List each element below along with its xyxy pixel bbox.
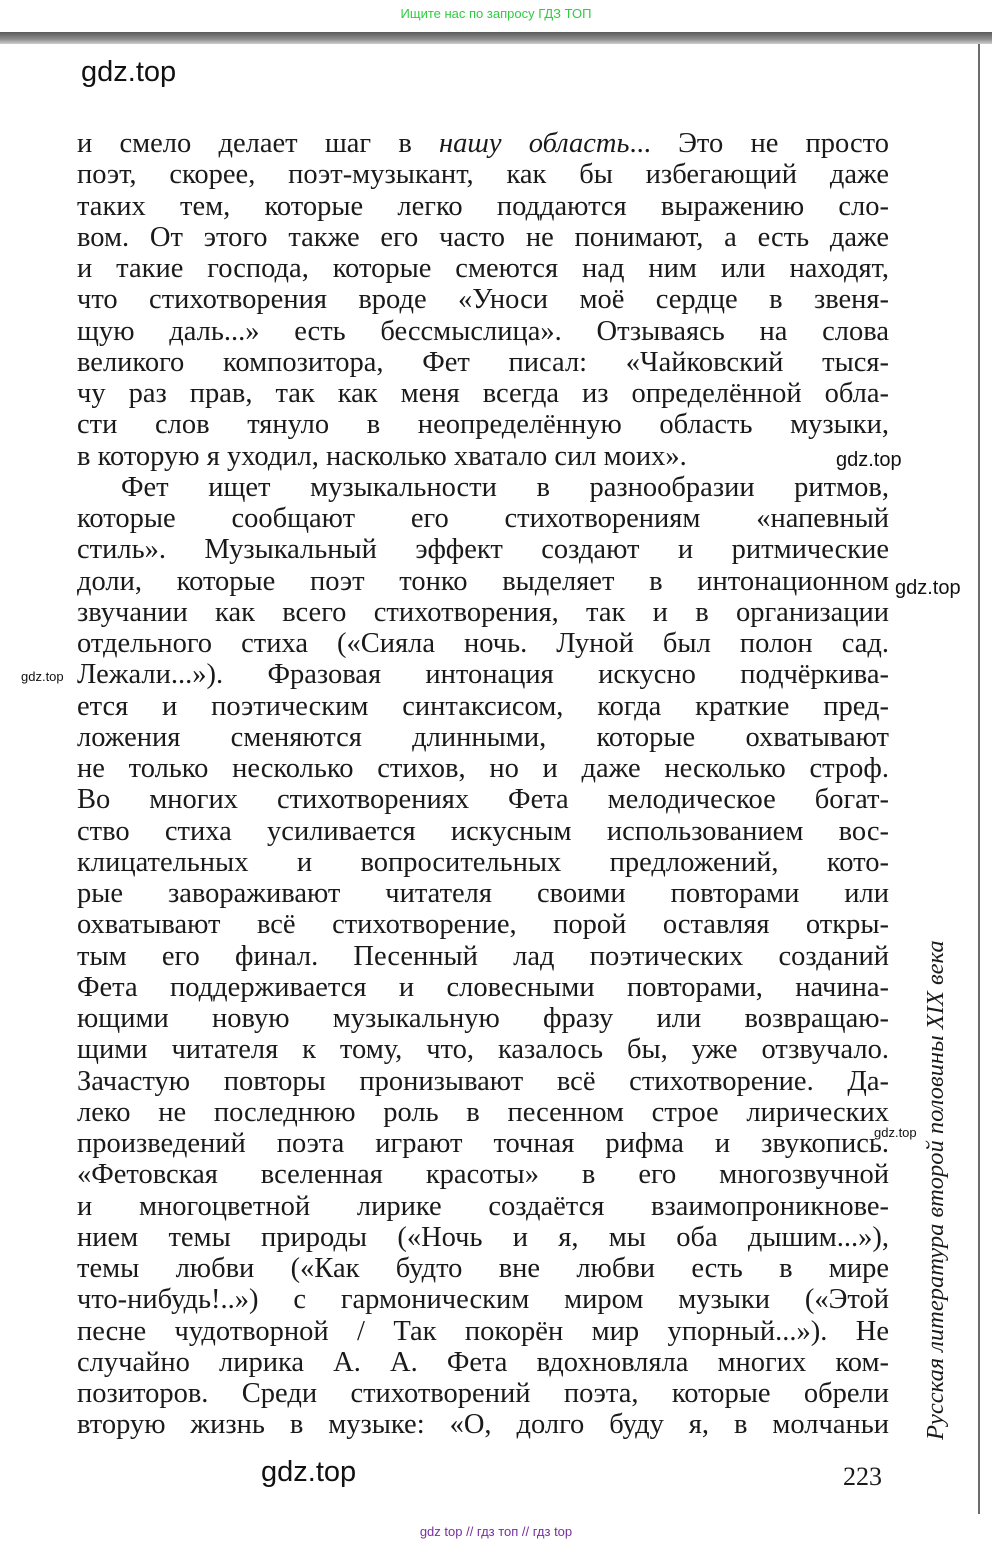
text-line: леко не последнюю роль в песенном строе лирических (77, 1096, 889, 1128)
text-line: звучании как всего стихотворения, так и в организации (77, 596, 889, 628)
text-line: произведений поэта играют точная рифма и звукопись. (77, 1128, 889, 1159)
text-line: охватывают всё стихотворение, порой оставляя откры- (77, 909, 889, 941)
watermark-after-paragraph: gdz.top (836, 449, 902, 471)
text-line: тым его финал. Песенный лад поэтических созданий (77, 940, 889, 972)
text-line: и многоцветной лирике создаётся взаимопроникнове- (77, 1190, 889, 1222)
text-line: Во многих стихотворениях Фета мелодическое богат- (77, 784, 889, 816)
text-line: отдельного стиха («Сияла ночь. Луной был полон сад. (77, 628, 889, 659)
text-line: Фета поддерживается и словесными повторами, начина- (77, 971, 889, 1003)
text-line: доли, которые поэт тонко выделяет в интонационном (77, 565, 889, 597)
page-number: 223 (843, 1462, 882, 1491)
text-line: щую даль...» есть бессмыслица». Отзываясь на слова (77, 315, 889, 347)
text-line: нием темы природы («Ночь и я, мы оба дышим...»), (77, 1221, 889, 1253)
text-line: ющими новую музыкальную фразу или возвращаю- (77, 1003, 889, 1034)
watermark-top-left: gdz.top (81, 56, 177, 88)
text-line: случайно лирика А. А. Фета вдохновляла многих ком- (77, 1346, 889, 1378)
watermark-bottom: gdz.top (261, 1456, 357, 1488)
page-text (77, 128, 889, 1441)
watermark-right-margin: gdz.top (895, 577, 961, 599)
text-line: Фет ищет музыкальности в разнообразии ритмов, (121, 471, 889, 503)
text-line: великого композитора, Фет писал: «Чайковский тыся- (77, 346, 889, 378)
text-line: которые сообщают его стихотворениям «напевный (77, 503, 889, 534)
text-line: не только несколько стихов, но и даже несколько строф. (77, 753, 889, 784)
text-line: клицательных и вопросительных предложений, кото- (77, 846, 889, 878)
top-divider-bar (0, 32, 992, 44)
text-line: таких тем, которые легко поддаются выражению сло- (77, 190, 889, 222)
text-line: что-нибудь!..») с гармоническим миром музыки («Этой (77, 1284, 889, 1316)
page-right-edge (978, 44, 980, 1514)
top-banner[interactable]: Ищите нас по запросу ГДЗ ТОП (400, 6, 592, 21)
text-line: Лежали...»). Фразовая интонация искусно подчёркива- (77, 659, 889, 691)
text-line: в которую я уходил, насколько хватало сил моих». (77, 440, 687, 472)
text-line: чу раз прав, так как меня всегда из определённой обла- (77, 378, 889, 409)
text-line: позиторов. Среди стихотворений поэта, которые обрели (77, 1378, 889, 1409)
text-line: ется и поэтическим синтаксисом, когда краткие пред- (77, 690, 889, 722)
text-line: вторую жизнь в музыке: «О, долго буду я, в молчаньи (77, 1409, 889, 1441)
watermark-left-margin: gdz.top (21, 669, 64, 684)
watermark-right-lower: gdz.top (874, 1125, 917, 1140)
text-line: сти слов тянуло в неопределённую область музыки, (77, 409, 889, 441)
text-line: поэт, скорее, поэт-музыкант, как бы избегающий даже (77, 159, 889, 191)
text-line: «Фетовская вселенная красоты» в его многозвучной (77, 1159, 889, 1191)
text-line: ство стиха усиливается искусным использованием вос- (77, 815, 889, 847)
text-line: щими читателя к тому, что, казалось бы, уже отзвучало. (77, 1034, 889, 1066)
text-line: рые завораживают читателя своими повторами или (77, 878, 889, 909)
running-title: Русская литература второй половины XIX века (922, 940, 949, 1440)
text-line: ложения сменяются длинными, которые охватывают (77, 721, 889, 753)
text-line: что стихотворения вроде «Уноси моё сердце в звеня- (77, 284, 889, 316)
text-line: вом. От этого также его часто не понимают, а есть даже (77, 221, 889, 253)
footer-links[interactable]: gdz top // гдз топ // гдз top (419, 1524, 573, 1539)
text-line: темы любви («Как будто вне любви есть в мире (77, 1253, 889, 1284)
text-line: песне чудотворной / Так покорён мир упорный...»). Не (77, 1315, 889, 1347)
text-line: и смело делает шаг в нашу область... Это не просто (77, 128, 889, 159)
text-line: и такие господа, которые смеются над ним или находят, (77, 253, 889, 284)
text-line: Зачастую повторы пронизывают всё стихотворение. Да- (77, 1065, 889, 1097)
text-line: стиль». Музыкальный эффект создают и ритмические (77, 534, 889, 566)
